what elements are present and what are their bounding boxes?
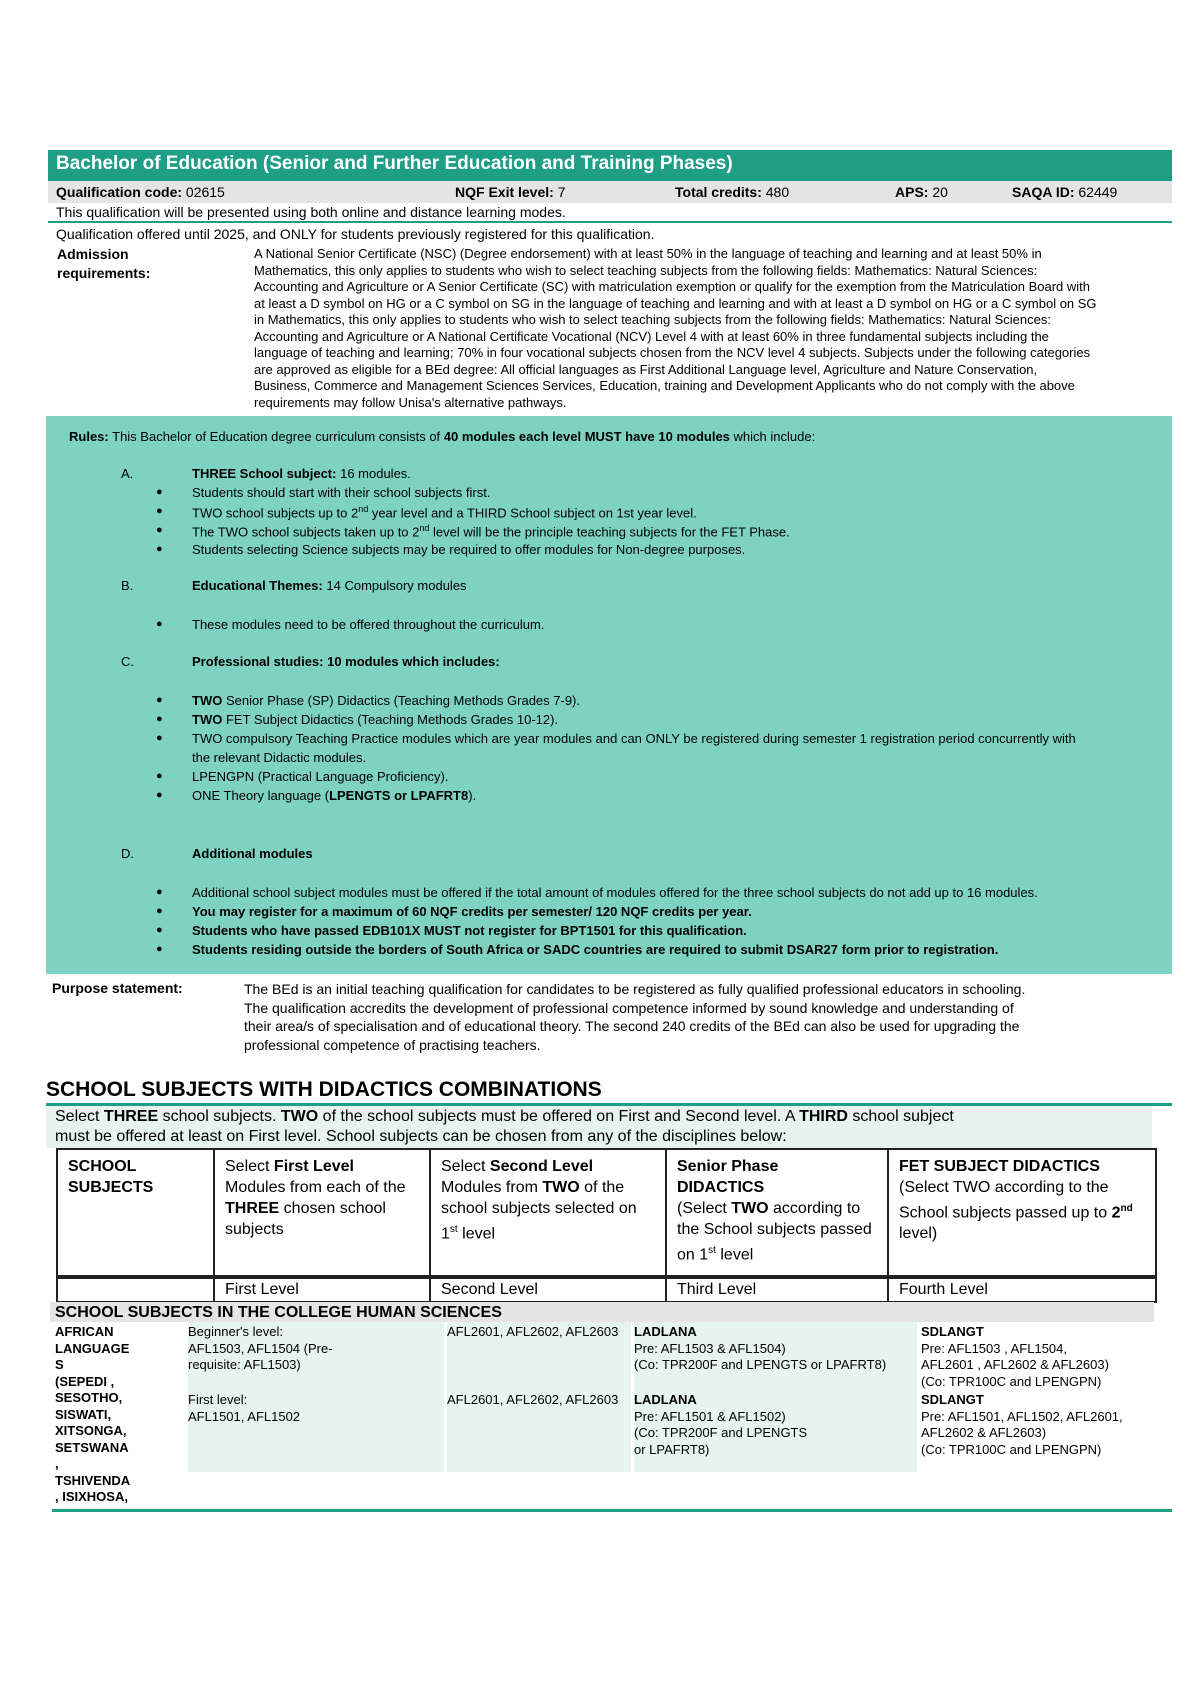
rule-a-item-3: The TWO school subjects taken up to 2nd level will be the principle teaching subjects for the FET Phase.	[192, 523, 790, 540]
rule-c-title: Professional studies: 10 modules which includes:	[192, 654, 500, 669]
bullet-icon: ●	[156, 943, 163, 955]
row1-second-level: AFL2601, AFL2602, AFL2603	[447, 1324, 619, 1339]
nqf-level: NQF Exit level: 7	[455, 184, 566, 200]
row2-second-level: AFL2601, AFL2602, AFL2603	[447, 1392, 619, 1407]
rule-b-letter: B.	[121, 578, 134, 593]
bullet-icon: ●	[156, 505, 163, 517]
rule-a-title: THREE School subject: 16 modules.	[192, 466, 411, 481]
title-band	[48, 150, 1172, 181]
purpose-label: Purpose statement:	[52, 980, 183, 996]
row2-first-level: First level: AFL1501, AFL1502	[188, 1392, 301, 1424]
rules-box	[46, 416, 1172, 974]
rule-d-title: Additional modules	[192, 846, 313, 861]
presented-note: This qualification will be presented using both online and distance learning modes.	[56, 204, 566, 220]
rule-c-item-1: TWO Senior Phase (SP) Didactics (Teaching Methods Grades 7-9).	[192, 693, 580, 708]
combinations-table	[56, 1148, 1157, 1277]
bullet-icon: ●	[156, 789, 163, 801]
header-second-level: Select Second Level Modules from TWO of the school subjects selected on 1st level	[430, 1149, 666, 1276]
bullet-icon: ●	[156, 694, 163, 706]
aps-score: APS: 20	[895, 184, 948, 200]
rule-c-item-3-cont: the relevant Didactic modules.	[192, 750, 367, 765]
row1-first-level: Beginner's level: AFL1503, AFL1504 (Pre- requisite: AFL1503)	[188, 1324, 333, 1372]
saqa-id: SAQA ID: 62449	[1012, 184, 1118, 200]
levels-row	[56, 1277, 1157, 1303]
level-third: Third Level	[666, 1278, 888, 1302]
rules-intro: Rules: This Bachelor of Education degree curriculum consists of 40 modules each level MUST have 10 modules which include:	[69, 429, 816, 444]
level-empty-cell	[57, 1278, 214, 1302]
header-senior-phase: Senior Phase DIDACTICS (Select TWO according to the School subjects passed on 1st level	[666, 1149, 888, 1276]
row2-fourth-level: SDLANGT Pre: AFL1501, AFL1502, AFL2601, AFL2602 & AFL2603) (Co: TPR100C and LPENGPN)	[921, 1392, 1123, 1457]
rule-c-item-3: TWO compulsory Teaching Practice modules which are year modules and can ONLY be registered during semester 1 registration period concurrently with	[192, 731, 1076, 746]
row1-third-level: LADLANA Pre: AFL1503 & AFL1504) (Co: TPR200F and LPENGTS or LPAFRT8)	[634, 1324, 887, 1372]
bullet-icon: ●	[156, 713, 163, 725]
rule-d-item-4: Students residing outside the borders of South Africa or SADC countries are required to submit DSAR27 form prior to registration.	[192, 942, 999, 957]
purpose-statement: The BEd is an initial teaching qualification for candidates to be registered as fully qualified professional educators in schooling. The qualification accredits the development of professional competence informed by sound knowledge and understanding of their area/s of specialisation and of educational theory. The second 240 credits of the BEd can also be used for upgrading the professional competence of practising teachers.	[244, 981, 1026, 1053]
bullet-icon: ●	[156, 486, 163, 498]
bullet-icon: ●	[156, 618, 163, 630]
bullet-icon: ●	[156, 524, 163, 536]
divider	[52, 1509, 1172, 1512]
bullet-icon: ●	[156, 732, 163, 744]
header-first-level: Select First Level Modules from each of the THREE chosen school subjects	[214, 1149, 430, 1276]
qualification-info-bar	[48, 181, 1172, 203]
total-credits: Total credits: 480	[675, 184, 790, 200]
rule-d-item-1: Additional school subject modules must be offered if the total amount of modules offered for the three school subjects do not add up to 16 modules.	[192, 885, 1038, 900]
bullet-icon: ●	[156, 905, 163, 917]
bullet-icon: ●	[156, 924, 163, 936]
bullet-icon: ●	[156, 543, 163, 555]
header-school-subjects: SCHOOL SUBJECTS	[57, 1149, 214, 1276]
header-fet-didactics: FET SUBJECT DIDACTICS (Select TWO according to the School subjects passed up to 2nd level)	[888, 1149, 1156, 1276]
rule-a-item-4: Students selecting Science subjects may be required to offer modules for Non-degree purposes.	[192, 542, 746, 557]
combinations-heading: SCHOOL SUBJECTS WITH DIDACTICS COMBINATIONS	[46, 1078, 602, 1101]
rule-b-item-1: These modules need to be offered throughout the curriculum.	[192, 617, 545, 632]
subject-african-languages: AFRICAN LANGUAGE S (SEPEDI , SESOTHO, SISWATI, XITSONGA, SETSWANA , TSHIVENDA , ISIXHOSA,	[55, 1324, 131, 1504]
level-second: Second Level	[430, 1278, 666, 1302]
rule-c-letter: C.	[121, 654, 134, 669]
bullet-icon: ●	[156, 886, 163, 898]
rule-a-item-1: Students should start with their school subjects first.	[192, 485, 491, 500]
admission-label: Admission requirements:	[57, 246, 151, 281]
rule-a-letter: A.	[121, 466, 134, 481]
level-first: First Level	[214, 1278, 430, 1302]
rule-c-item-5: ONE Theory language (LPENGTS or LPAFRT8).	[192, 788, 477, 803]
offered-note: Qualification offered until 2025, and ONLY for students previously registered for this qualification.	[56, 226, 655, 242]
rule-a-item-2: TWO school subjects up to 2nd year level and a THIRD School subject on 1st year level.	[192, 504, 697, 521]
rule-d-letter: D.	[121, 846, 134, 861]
college-heading: SCHOOL SUBJECTS IN THE COLLEGE HUMAN SCIENCES	[55, 1304, 502, 1321]
rule-b-title: Educational Themes: 14 Compulsory modules	[192, 578, 467, 593]
admission-requirements: A National Senior Certificate (NSC) (Degree endorsement) with at least 50% in the language of teaching and learning and at least 50% in Mathematics, this only applies to students who wish to select teaching subjects from the following fields: Mathematics: Natural Sciences: Accounting and Agriculture or A Senior Certificate (SC) with matriculation exemption or qualify for the exemption from the Matriculation Board with at least a D symbol on HG or a C symbol on SG in the language of teaching and learning and with at least a D symbol on HG or a C symbol on SG in Mathematics, this only applies to students who wish to select teaching subjects from the following fields: Mathematics: Natural Sciences: Accounting and Agriculture or A National Certificate Vocational (NCV) Level 4 with at least 60% in three fundamental subjects including the language of teaching and learning; 70% in four vocational subjects chosen from the NCV level 4 subjects. Subjects under the following categories are approved as eligible for a BEd degree: All official languages as First Additional Language level, Agriculture and Nature Conservation, Business, Commerce and Management Sciences Services, Education, training and Development Applicants who do not comply with the above requirements may follow Unisa's alternative pathways.	[254, 246, 1097, 410]
level-fourth: Fourth Level	[888, 1278, 1156, 1302]
qualification-code: Qualification code: 02615	[56, 184, 225, 200]
divider	[48, 221, 1172, 223]
rule-c-item-2: TWO FET Subject Didactics (Teaching Methods Grades 10-12).	[192, 712, 559, 727]
row2-third-level: LADLANA Pre: AFL1501 & AFL1502) (Co: TPR200F and LPENGTS or LPAFRT8)	[634, 1392, 808, 1457]
page-title: Bachelor of Education (Senior and Further Education and Training Phases)	[56, 153, 733, 174]
row1-fourth-level: SDLANGT Pre: AFL1503 , AFL1504, AFL2601 , AFL2602 & AFL2603) (Co: TPR100C and LPENGPN)	[921, 1324, 1109, 1389]
rule-d-item-2: You may register for a maximum of 60 NQF credits per semester/ 120 NQF credits per year.	[192, 904, 752, 919]
bullet-icon: ●	[156, 770, 163, 782]
rule-d-item-3: Students who have passed EDB101X MUST not register for BPT1501 for this qualification.	[192, 923, 747, 938]
combinations-intro: Select THREE school subjects. TWO of the school subjects must be offered on First and Second level. A THIRD school subject must be offered at least on First level. School subjects can be chosen from any of the disciplines below:	[55, 1108, 954, 1145]
rule-c-item-4: LPENGPN (Practical Language Proficiency).	[192, 769, 449, 784]
